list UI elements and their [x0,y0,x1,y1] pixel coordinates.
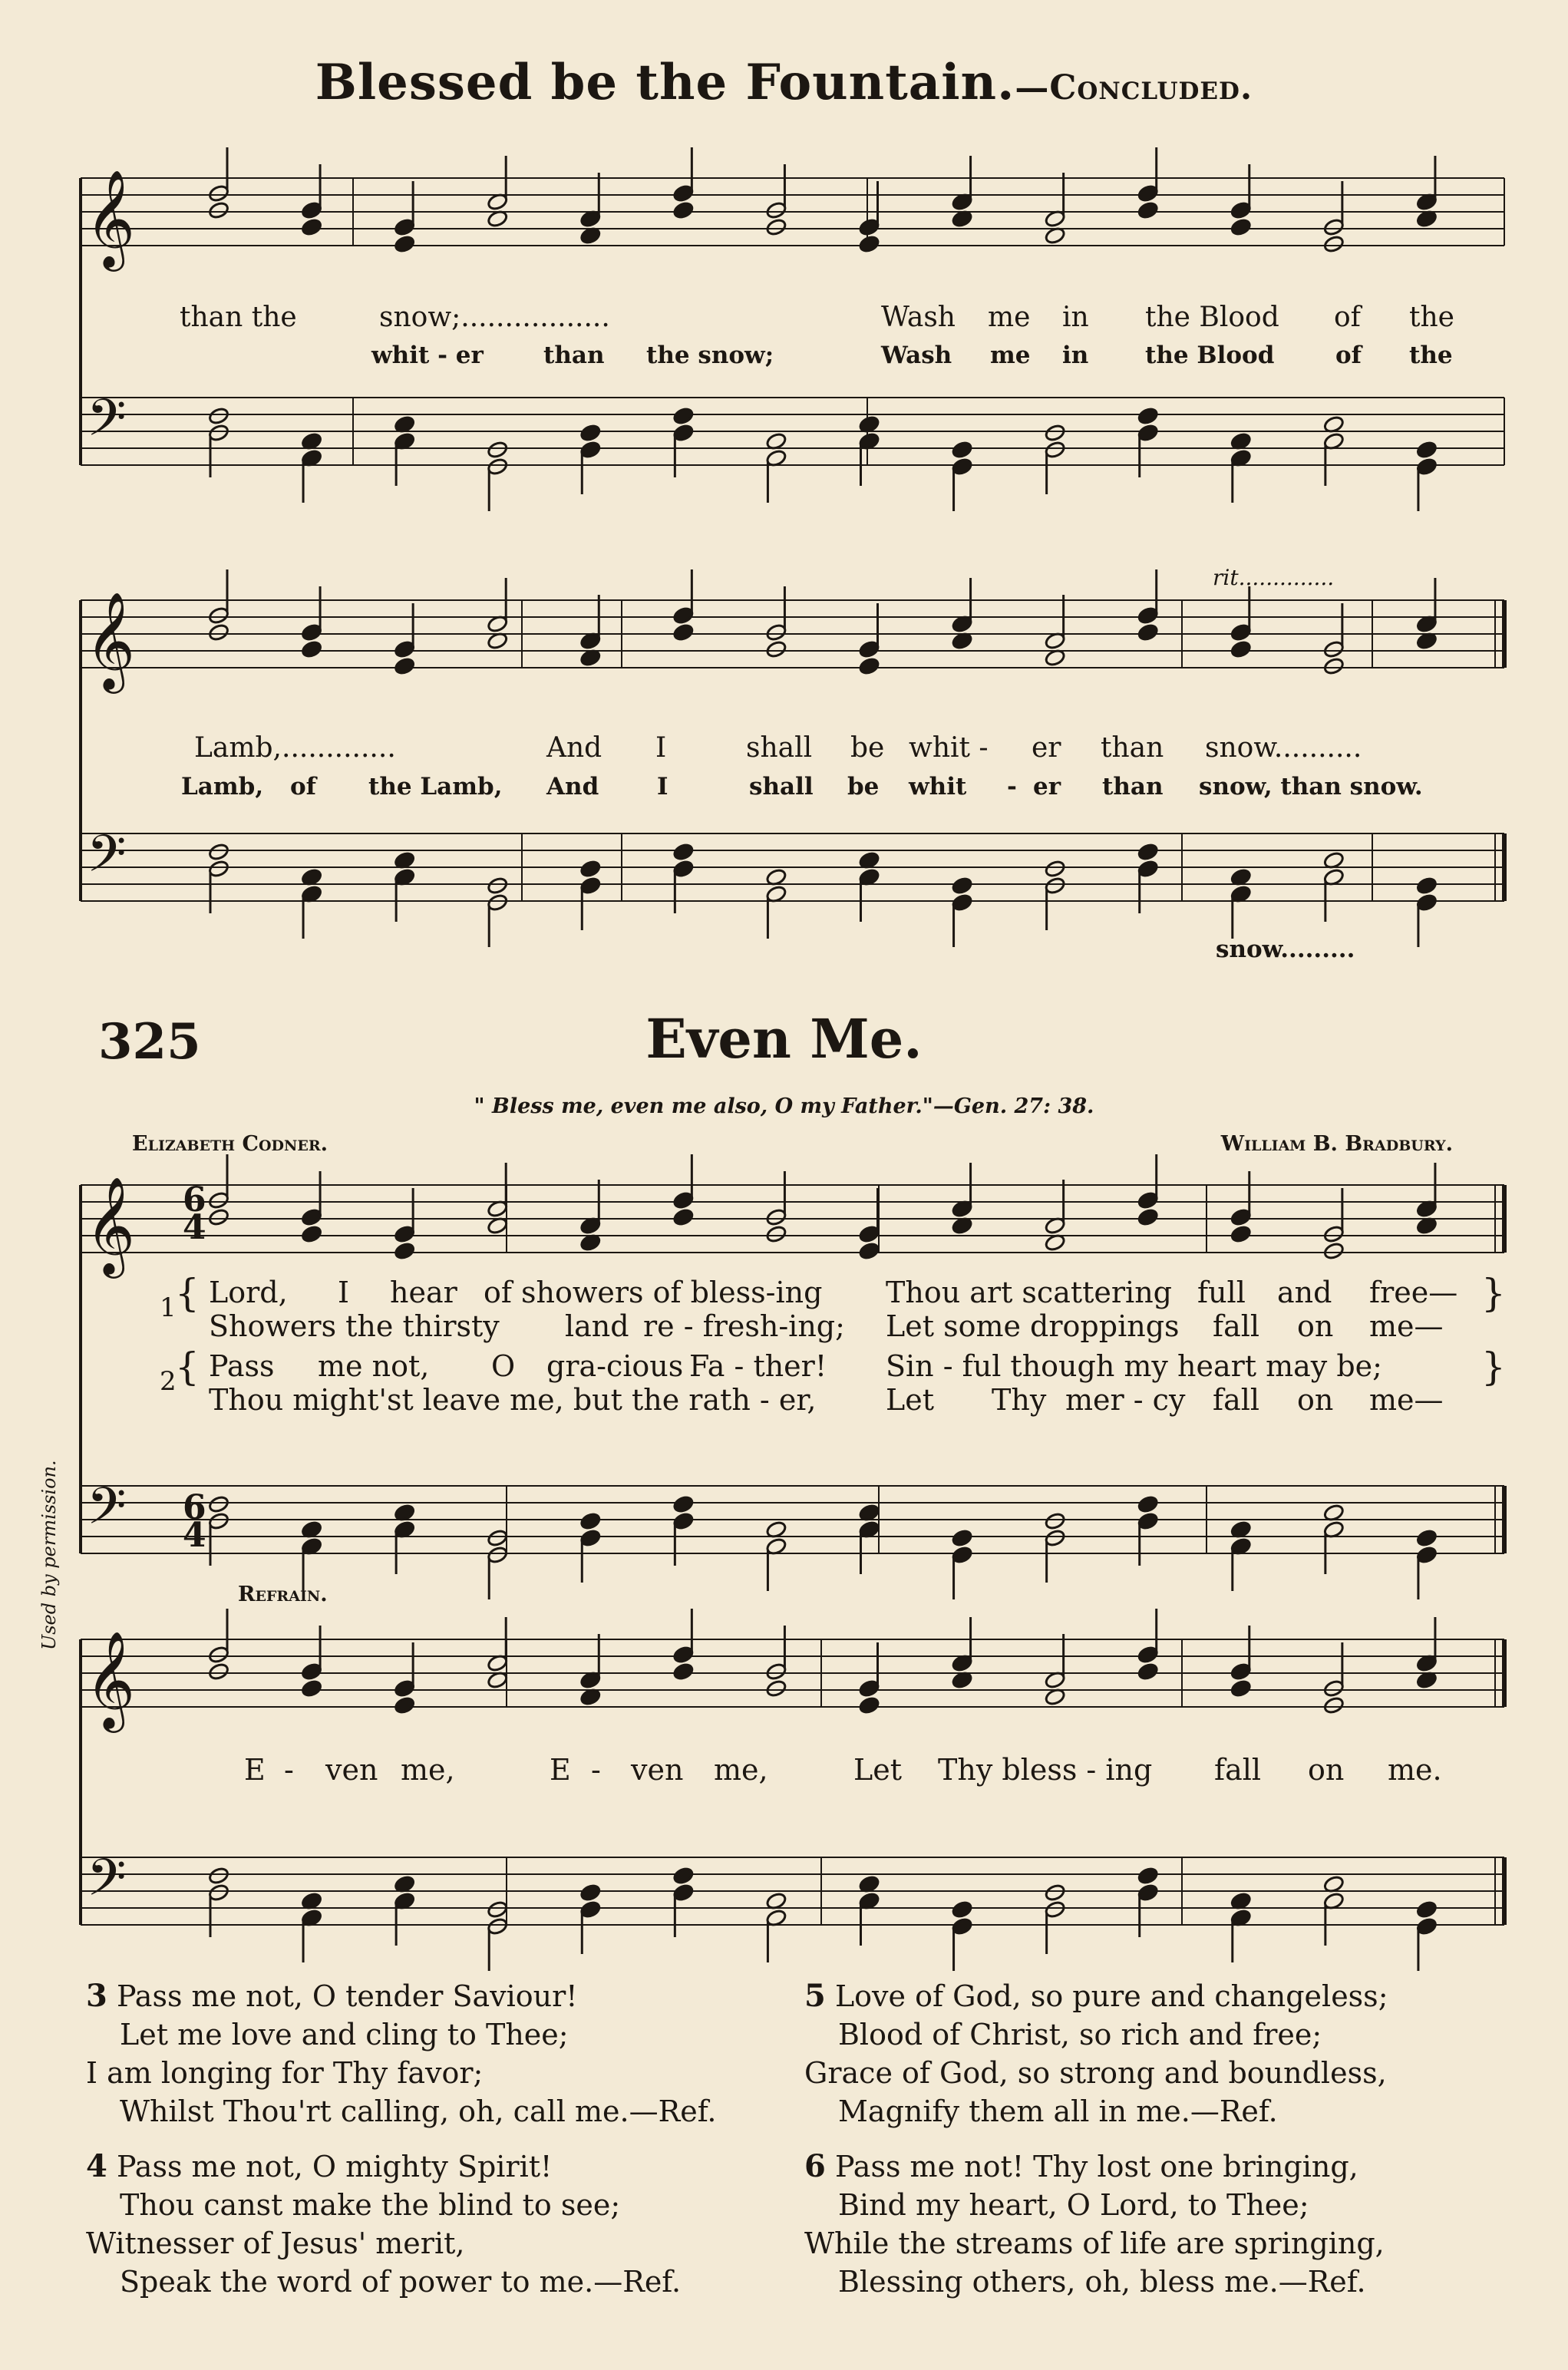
s2-lyric-0: Lamb,............. [194,732,396,764]
s2-lyric-2: I [655,732,667,764]
v1b-6: me— [1369,1309,1444,1343]
sys1-t-note2-12 [1323,235,1345,254]
sys2-b-note-9 [1044,860,1066,879]
sys1-b-note-13 [1416,441,1438,460]
ref-11: on [1308,1753,1345,1787]
sys1-t-note2-6 [765,218,787,237]
sys3-t-note2-6 [765,1225,787,1244]
sys1-bass-clef: 𝄢 [87,388,127,460]
sys4-treble-clef: 𝄞 [85,1630,136,1728]
v2b-2: Thy [992,1383,1047,1417]
sys3-treble-clef: 𝄞 [85,1176,136,1274]
sys1-b-note-4 [579,424,602,443]
sys2-t-note2-7 [858,657,880,676]
sys2-b-note-4 [579,860,602,879]
s1-lyric-7: the [1409,302,1454,333]
s1-lyric-6: of [1334,302,1361,333]
s1-alt-1: than [543,342,605,369]
v1a-7: free— [1369,1276,1458,1309]
s2-lyric-7: than [1101,732,1164,764]
hymn-title: Even Me. [645,1007,923,1071]
sys2-t-note2-5 [672,623,695,642]
sys1-t-note2-7 [858,235,880,254]
permission-note: Used by permission. [38,1460,60,1650]
v1-num: 1 [160,1292,177,1323]
composer: William B. Bradbury. [1220,1132,1453,1156]
verse-3 [86,1977,717,2131]
verse-4-text-0: Pass me not, O mighty Spirit! [116,2150,553,2184]
s1-alt-7: of [1335,342,1362,369]
sys2-b-note-5 [672,843,695,862]
time-sig-bottom-bass: 4 [183,1516,206,1555]
v1b-4: fall [1213,1309,1260,1343]
sys1-t-note2-1 [301,218,323,237]
ref-3: me, [401,1753,455,1787]
time-sig-top-bass: 6 [183,1488,206,1527]
sys1-b-note-9 [1044,424,1066,443]
sys4-t-note2-11 [1230,1679,1253,1698]
ref-7: me, [714,1753,768,1787]
sys1-b-note-10 [1137,407,1159,426]
v1-brace-r: } [1481,1271,1506,1315]
v2a-1: me not, [318,1349,430,1383]
s2-lyric-5: whit - [909,732,989,764]
sys3-t-note2-5 [672,1208,695,1227]
sys4-b-note-8 [951,1900,973,1919]
refrain-label: Refrain. [238,1583,328,1606]
sys2-b-note-3 [487,876,509,896]
verse-4-line-2: Witnesser of Jesus' merit, [86,2226,465,2260]
s2-lyric-4: be [850,732,885,764]
sys3-t-note2-1 [301,1225,323,1244]
sys2-t-note2-1 [301,640,323,659]
title-text: Blessed be the Fountain. [315,54,1015,111]
verse-6-line-3: Blessing others, oh, bless me.—Ref. [838,2265,1366,2299]
v2a-5: Sin - ful though my heart may be; [886,1349,1382,1383]
v2-brace-r: } [1481,1345,1506,1389]
sys4-t-note2-12 [1323,1696,1345,1715]
sys4-t-note2-5 [672,1662,695,1682]
verse-6-text-0: Pass me not! Thy lost one bringing, [834,2150,1358,2184]
verse-6 [804,2147,1385,2301]
v1b-1: land [565,1309,629,1343]
v2a-0: Pass [209,1349,275,1383]
s1-lyric-1: snow;................. [379,302,610,333]
v2-num: 2 [160,1366,177,1397]
sys4-b-note-13 [1416,1900,1438,1919]
v2a-4: Fa - ther! [689,1349,827,1383]
sys2-t-note2-11 [1230,640,1253,659]
verse-6-line-0 [804,2147,1385,2186]
title-concluded: —Concluded. [1015,68,1253,107]
s2-alt-10: than [1102,773,1164,800]
ref-8: Let [853,1753,902,1787]
s1-lyric-0: than the [180,302,297,333]
sys2-t-note2-10 [1137,623,1159,642]
sys4-b-note-3 [487,1900,509,1919]
s1-alt-0: whit - er [371,342,484,369]
v1b-0: Showers the thirsty [209,1309,500,1343]
verse-3-text-0: Pass me not, O tender Saviour! [116,1979,578,2013]
s1-alt-6: the Blood [1145,342,1275,369]
verse-3-line-3: Whilst Thou'rt calling, oh, call me.—Ref. [120,2094,717,2128]
s2-alt-2: the Lamb, [368,773,503,800]
v2b-0: Thou might'st leave me, but the rath - er, [209,1383,817,1417]
verse-6-line-2: While the streams of life are springing, [804,2226,1385,2260]
time-sig-top: 6 [183,1180,206,1220]
s2-alt-4: I [657,773,668,800]
v2a-2: O [491,1349,516,1383]
v2b-5: on [1297,1383,1334,1417]
sys4-b-note-9 [1044,1883,1066,1903]
sys2-b-note-8 [951,876,973,896]
ref-9: Thy bless - ing [938,1753,1153,1787]
sys1-b-note-3 [487,441,509,460]
sys4-t-note2-2 [394,1696,416,1715]
verse-5 [804,1977,1388,2131]
sys1-t-note2-0 [208,201,230,220]
v2b-6: me— [1369,1383,1444,1417]
sys3-bass-clef: 𝄢 [87,1477,127,1548]
verse-5-line-2: Grace of God, so strong and boundless, [804,2056,1387,2090]
sys2-b-note-13 [1416,876,1438,896]
verse-4-line-3: Speak the word of power to me.—Ref. [120,2265,682,2299]
s2-alt-5: shall [749,773,814,800]
s2-lyric-6: er [1032,732,1061,764]
s1-lyric-4: in [1062,302,1089,333]
verse-4-line-1: Thou canst make the blind to see; [120,2188,621,2222]
sys4-t-note2-1 [301,1679,323,1698]
sys3-b-note-4 [579,1512,602,1531]
s2-alt-6: be [847,773,880,800]
sys2-t-note2-12 [1323,657,1345,676]
sys4-b-note-0 [208,1867,230,1886]
s2-alt-11: snow, than snow. [1199,773,1423,800]
s1-lyric-3: me [988,302,1031,333]
v2a-3: gra-cious [546,1349,684,1383]
sys3-b-note-3 [487,1529,509,1548]
sys1-treble-clef: 𝄞 [85,169,136,267]
time-sig-bass [183,1488,206,1555]
sys4-b-note-4 [579,1883,602,1903]
s2-alt-9: er [1033,773,1061,800]
ref-0: E [244,1753,266,1787]
v1a-4: Thou art scattering [886,1276,1173,1309]
s2-alt-0: Lamb, [181,773,264,800]
s2-alt-3: And [546,773,599,800]
sys3-b-note-13 [1416,1529,1438,1548]
sys1-b-note-8 [951,441,973,460]
v1b-2: re - fresh-ing; [643,1309,845,1343]
sys4-b-note-10 [1137,1867,1159,1886]
s2-alt-8: - [1007,773,1017,800]
author: Elizabeth Codner. [132,1132,328,1156]
verse-4-num: 4 [86,2148,107,2184]
sys3-t-note2-10 [1137,1208,1159,1227]
v1a-6: and [1277,1276,1332,1309]
verse-6-line-1: Bind my heart, O Lord, to Thee; [838,2188,1309,2222]
sys1-t-note2-11 [1230,218,1253,237]
v2b-3: mer - cy [1065,1383,1186,1417]
time-sig-treble [183,1180,206,1247]
s1-alt-8: the [1409,342,1453,369]
v1-brace: { [175,1271,200,1315]
time-sig-bottom: 4 [183,1208,206,1247]
sys4-b-note-5 [672,1867,695,1886]
ref-6: ven [631,1753,684,1787]
v2-brace: { [175,1345,200,1389]
sys2-b-note-0 [208,843,230,862]
verse-3-line-1: Let me love and cling to Thee; [120,2018,569,2051]
sys3-t-note2-12 [1323,1242,1345,1261]
sys2-treble-clef: 𝄞 [85,591,136,689]
verse-5-line-0 [804,1977,1388,2015]
v1a-1: I [338,1276,350,1309]
sys2-t-note2-0 [208,623,230,642]
verse-4 [86,2147,681,2301]
sys4-t-note2-7 [858,1696,880,1715]
verse-3-line-2: I am longing for Thy favor; [86,2056,484,2090]
s1-alt-2: the snow; [646,342,774,369]
sys2-t-note2-6 [765,640,787,659]
s2-lyric-1: And [546,732,602,764]
ref-1: - [284,1753,294,1787]
ref-2: ven [325,1753,378,1787]
ref-12: me. [1388,1753,1442,1787]
sys4-t-note2-6 [765,1679,787,1698]
v1b-5: on [1297,1309,1334,1343]
v1a-0: Lord, [209,1276,288,1309]
v1a-5: full [1197,1276,1246,1309]
verse-3-line-0 [86,1977,717,2015]
verse-5-line-1: Blood of Christ, so rich and free; [838,2018,1322,2051]
s1-alt-4: me [990,342,1031,369]
sys3-b-note-9 [1044,1512,1066,1531]
verse-5-num: 5 [804,1978,826,2014]
sys1-b-note-0 [208,407,230,426]
v2b-4: fall [1213,1383,1260,1417]
s2-alt-1: of [290,773,317,800]
sys3-t-note2-7 [858,1242,880,1261]
sys3-b-note-0 [208,1495,230,1514]
ref-4: E [550,1753,571,1787]
page-title [0,54,1568,111]
sys3-t-note2-0 [208,1208,230,1227]
rit-marking: rit.............. [1213,565,1335,590]
sys3-b-note-5 [672,1495,695,1514]
s2-lyric-3: shall [746,732,813,764]
s2-bass-text: snow......... [1216,936,1355,963]
sys2-bass-clef: 𝄢 [87,824,127,896]
ref-5: - [591,1753,601,1787]
verse-4-line-0 [86,2147,681,2186]
s1-alt-3: Wash [881,342,952,369]
sys3-b-note-8 [951,1529,973,1548]
sys1-t-note2-10 [1137,201,1159,220]
verse-5-line-3: Magnify them all in me.—Ref. [838,2094,1278,2128]
v1a-2: hear [390,1276,457,1309]
s2-alt-7: whit [909,773,967,800]
sys2-b-note-10 [1137,843,1159,862]
sys1-t-note2-2 [394,235,416,254]
sys1-t-note2-5 [672,201,695,220]
v1b-3: Let some droppings [886,1309,1180,1343]
sys2-t-note2-2 [394,657,416,676]
sys4-t-note2-0 [208,1662,230,1682]
s1-alt-5: in [1062,342,1089,369]
s2-lyric-8: snow.......... [1205,732,1362,764]
sys3-t-note2-11 [1230,1225,1253,1244]
hymn-number: 325 [98,1013,201,1071]
v1a-3: of showers of bless-ing [484,1276,823,1309]
s1-lyric-2: Wash [881,302,956,333]
sys1-b-note-5 [672,407,695,426]
v2b-1: Let [886,1383,934,1417]
ref-10: fall [1214,1753,1262,1787]
epigraph: " Bless me, even me also, O my Father."—Gen. 27: 38. [474,1094,1094,1118]
sys4-t-note2-10 [1137,1662,1159,1682]
sys3-t-note2-2 [394,1242,416,1261]
verse-3-num: 3 [86,1978,107,2014]
sys3-b-note-10 [1137,1495,1159,1514]
sys4-bass-clef: 𝄢 [87,1848,127,1919]
s1-lyric-5: the Blood [1145,302,1279,333]
verse-6-num: 6 [804,2148,826,2184]
verse-5-text-0: Love of God, so pure and changeless; [834,1979,1388,2013]
